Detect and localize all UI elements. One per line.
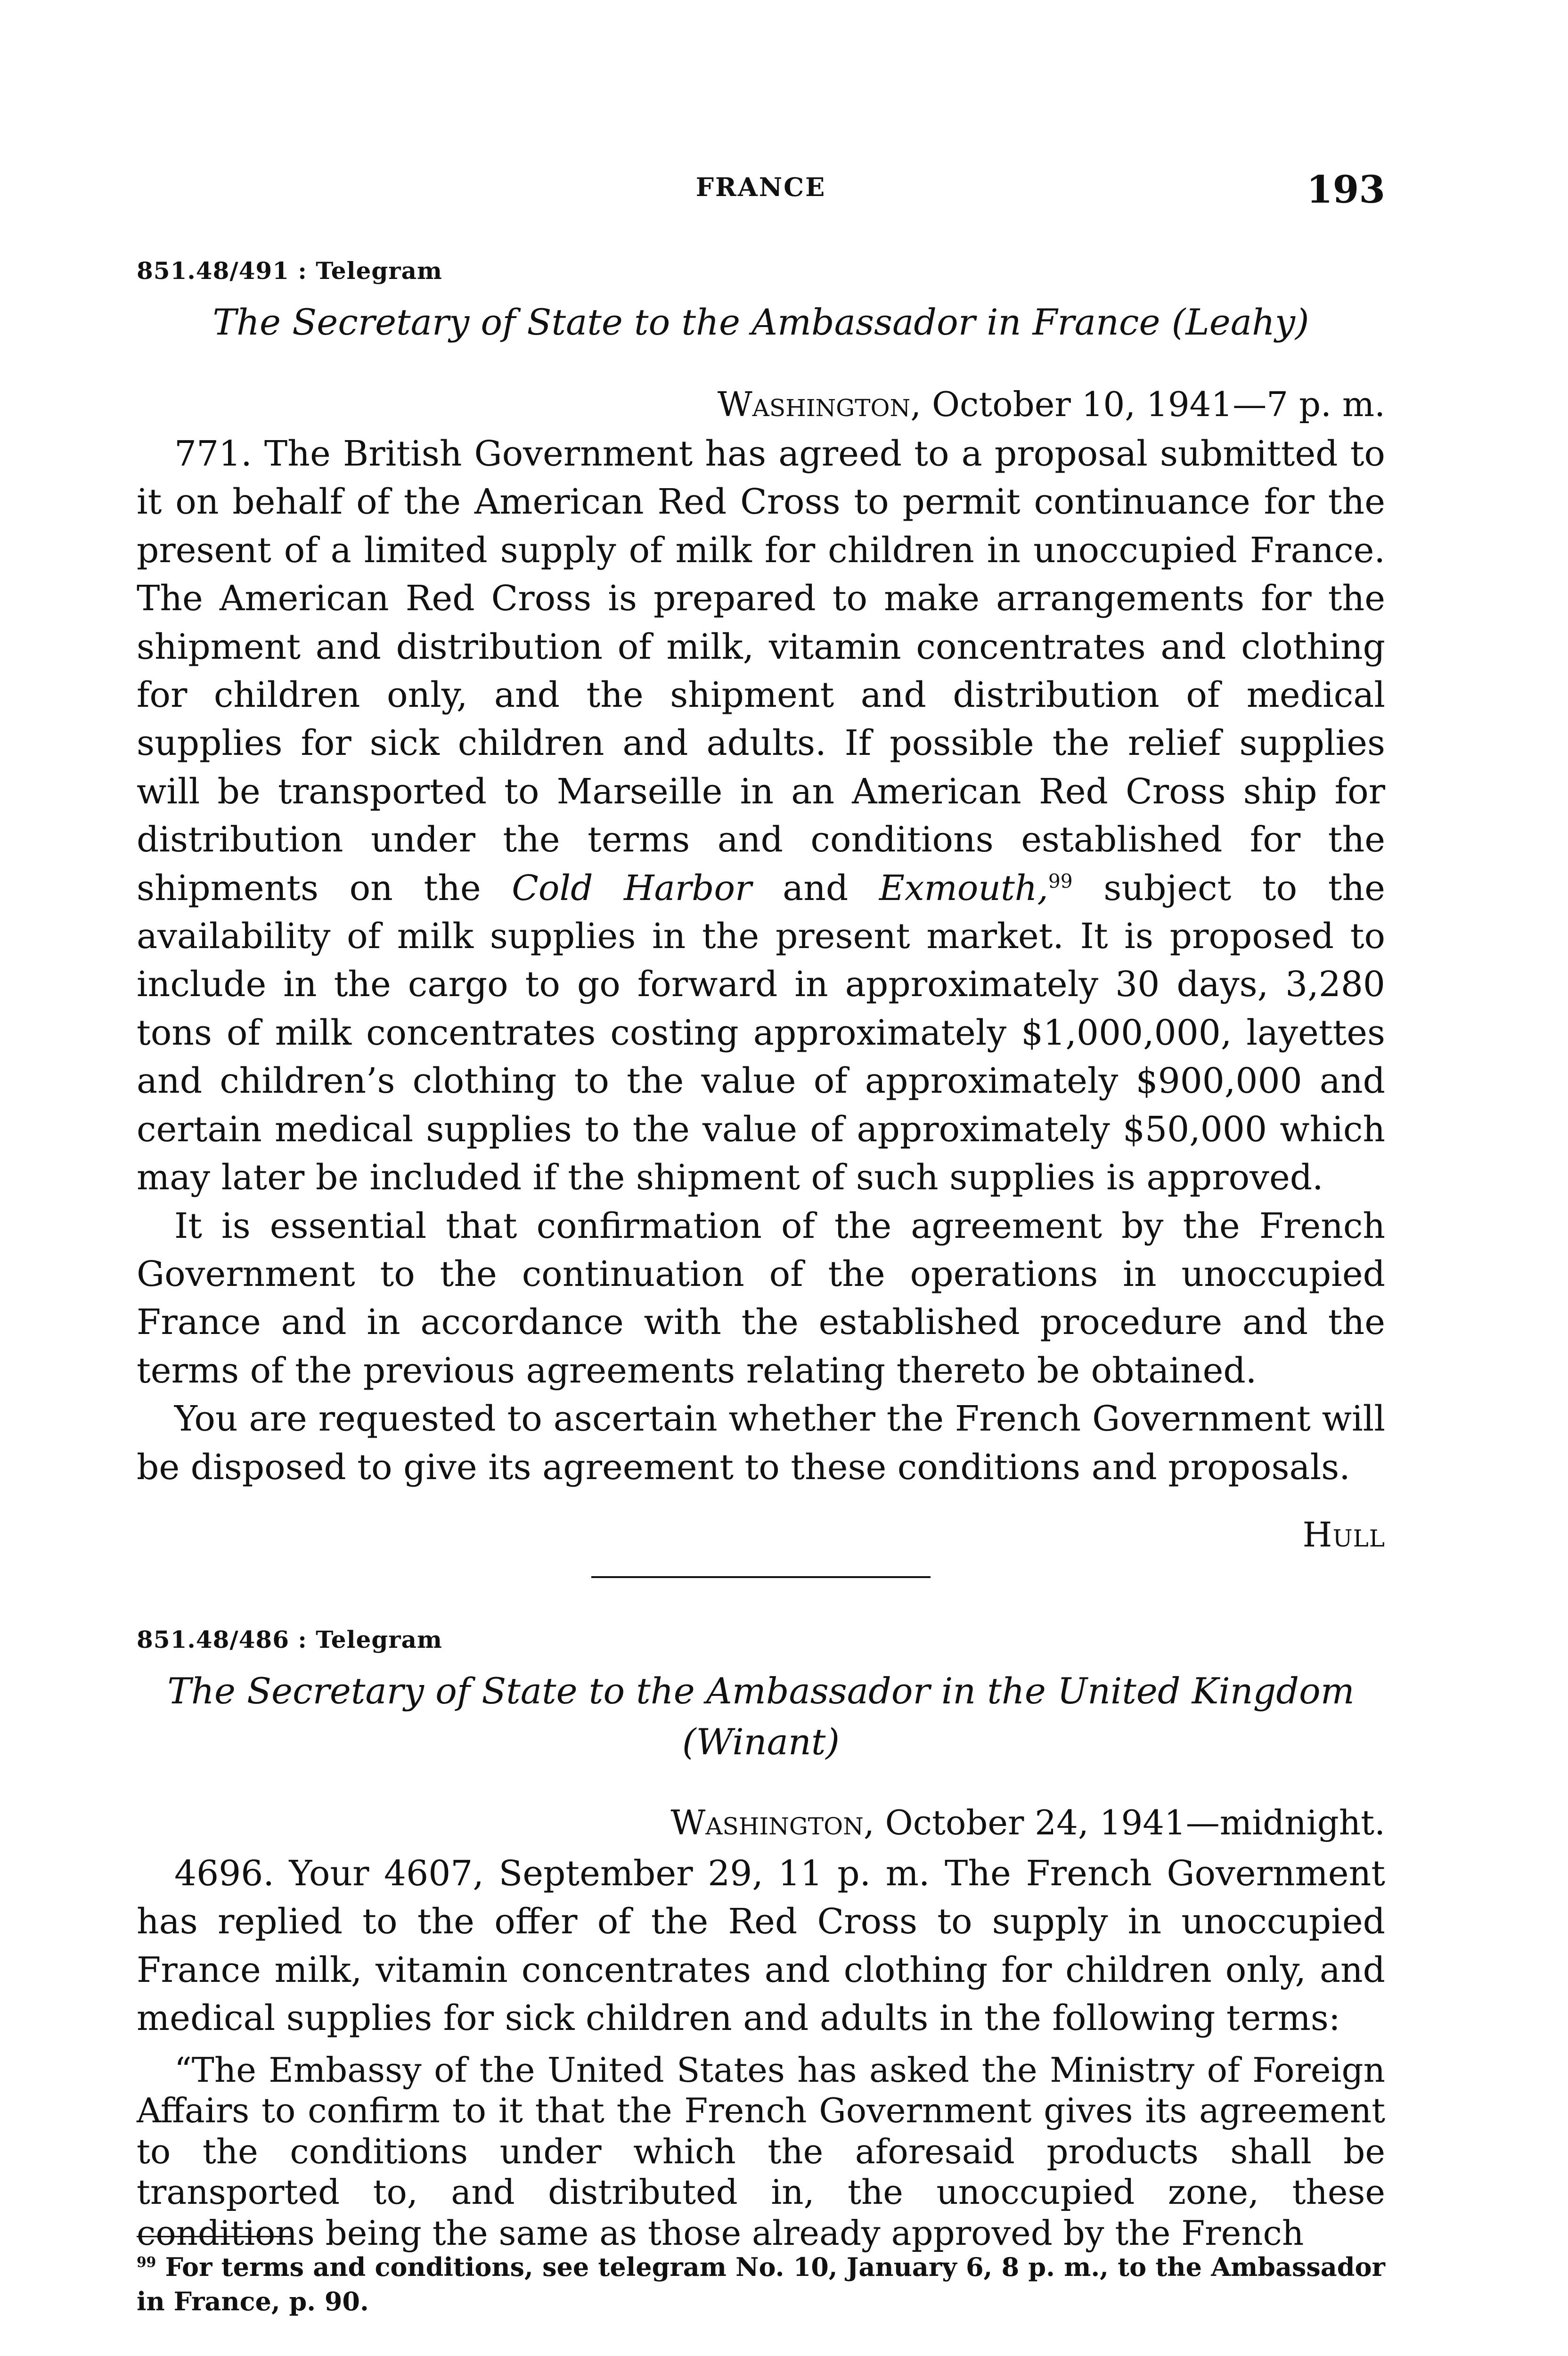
footnote bbox=[137, 2250, 1385, 2319]
doc2-body bbox=[137, 1849, 1385, 2043]
doc2-paragraph-1: 4696. Your 4607, September 29, 11 p. m. The French Government has replied to the offer of the Red Cross to supply in unoccupied France milk, vitamin concentrates and clothing for children only, and medical supplies for sick children and adults in the following terms: bbox=[137, 1853, 1385, 2039]
footnote-reference[interactable]: 99 bbox=[1048, 870, 1073, 892]
footnote-rule bbox=[137, 2236, 292, 2237]
doc2-dateline bbox=[137, 1802, 1385, 1843]
doc1-paragraph-3: You are requested to ascertain whether the French Government will be disposed to give its agreement to these conditions and proposals. bbox=[137, 1399, 1385, 1488]
doc1-dateline-date: , October 10, 1941—7 p. m. bbox=[910, 384, 1385, 424]
doc1-title: The Secretary of State to the Ambassador in France (Leahy) bbox=[212, 301, 1309, 343]
doc1-para1-text-a: 771. The British Government has agreed to a proposal submitted to it on behalf of the American Red Cross to permit continuance for the present of a limited supply of milk for children in unoccupied France. The American Red Cross is prepared to make arrangements for the shipment and distribution of milk, vitamin concentrates and clothing for children only, and the shipment and distribution of medical supplies for sick children and adults. If possible the relief supplies will be transported to Marseille in an American Red Cross ship for distribution under the terms and conditions established for the shipments on the bbox=[137, 434, 1385, 908]
doc2-quotation bbox=[137, 2050, 1385, 2253]
ship-name-cold-harbor: Cold Harbor bbox=[512, 867, 752, 908]
doc1-paragraph-2: It is essential that confirmation of the agreement by the French Government to the continuation of the operations in unoccupied France and in accordance with the established procedure and the terms of the previous agreements relating thereto be obtained. bbox=[137, 1205, 1385, 1391]
doc2-dateline-place: Washington bbox=[670, 1803, 864, 1842]
page-number: 193 bbox=[1307, 167, 1385, 212]
doc1-body bbox=[137, 430, 1385, 1491]
section-divider bbox=[591, 1576, 931, 1578]
doc1-para1-text-b: subject to the availability of milk supplies in the present market. It is proposed to include in the cargo to go forward in approximately 30 days, 3,280 tons of milk concentrates costing approximately $1,000,000, layettes and children’s clothing to the value of approximately $900,000 and certain medical supplies to the value of approximately $50,000 which may later be included if the shipment of such supplies is approved. bbox=[137, 867, 1385, 1198]
footnote-text: For terms and conditions, see telegram No. 10, January 6, 8 p. m., to the Ambassador in France, p. 90. bbox=[137, 2252, 1385, 2317]
doc1-dateline bbox=[137, 384, 1385, 425]
doc1-paragraph-1 bbox=[137, 430, 1385, 1202]
running-title: FRANCE bbox=[695, 172, 826, 202]
doc2-quote-paragraph: “The Embassy of the United States has asked the Ministry of Foreign Affairs to confirm to it that the French Government gives its agreement to the conditions under which the aforesaid products shall be transported to, and distributed in, the unoccupied zone, these conditions being the same as those already approved by the French bbox=[137, 2050, 1385, 2253]
footnote-marker: 99 bbox=[137, 2254, 156, 2271]
doc2-dateline-date: , October 24, 1941—midnight. bbox=[863, 1803, 1385, 1842]
ship-name-exmouth: Exmouth, bbox=[879, 867, 1048, 908]
doc1-dateline-place: Washington bbox=[717, 384, 911, 424]
doc1-para1-conjunction: and bbox=[751, 867, 879, 908]
doc1-file-number: 851.48/491 : Telegram bbox=[137, 257, 442, 285]
doc2-file-number: 851.48/486 : Telegram bbox=[137, 1626, 442, 1653]
doc2-title-line-1: The Secretary of State to the Ambassador in the United Kingdom bbox=[167, 1670, 1355, 1712]
running-head bbox=[137, 167, 1385, 210]
doc2-title-line-2: (Winant) bbox=[682, 1720, 840, 1763]
doc2-title bbox=[137, 1666, 1385, 1767]
doc1-signature: Hull bbox=[1302, 1515, 1385, 1554]
